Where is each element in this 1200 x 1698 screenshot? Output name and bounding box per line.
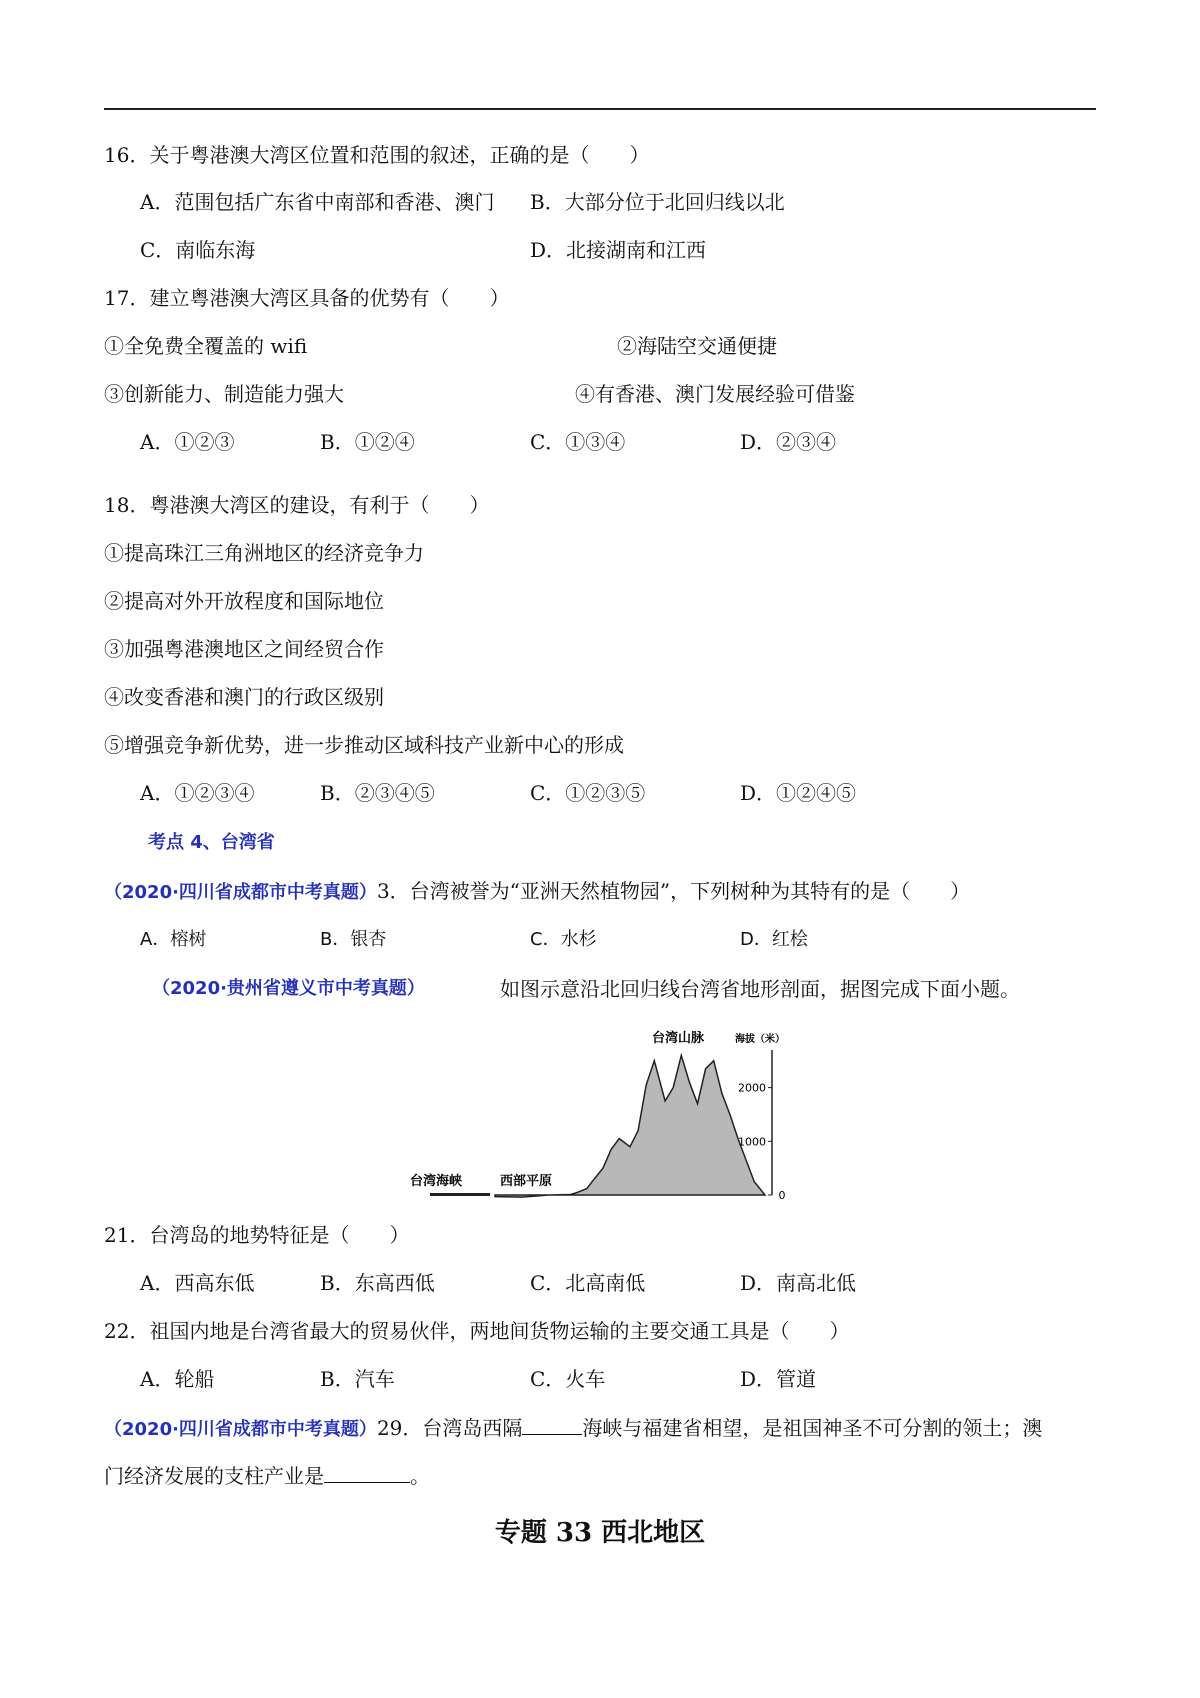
q29-blank-2 [324, 1462, 410, 1483]
q29-line2-text: 门经济发展的支柱产业是 [104, 1464, 324, 1488]
q3-source: （2020·四川省成都市中考真题） [104, 882, 377, 903]
q29-part1: 29．台湾岛西隔 [376, 1416, 523, 1440]
q3-option-c: C．水杉 [530, 929, 597, 950]
q16-option-b: B．大部分位于北回归线以北 [530, 190, 785, 214]
ylabel: 海拔（米） [735, 1034, 785, 1045]
terrain-profile-chart [400, 1020, 790, 1210]
q18-option-b: B．②③④⑤ [320, 781, 435, 805]
q3-option-b: B．银杏 [320, 929, 387, 950]
q29-source: （2020·四川省成都市中考真题） [104, 1419, 377, 1440]
q17-statement-4: ④有香港、澳门发展经验可借鉴 [575, 382, 855, 406]
q22-option-c: C．火车 [530, 1367, 606, 1391]
header-rule [104, 108, 1096, 110]
q18-statement-1: ①提高珠江三角洲地区的经济竞争力 [104, 541, 424, 565]
q21-option-c: C．北高南低 [530, 1271, 646, 1295]
q21-stem: 21．台湾岛的地势特征是（ ） [104, 1223, 410, 1247]
y-tick-2000: 2000 [738, 1081, 766, 1095]
q22-option-d: D．管道 [740, 1367, 817, 1391]
q17-stem: 17．建立粤港澳大湾区具备的优势有（ ） [104, 286, 510, 310]
q16-stem: 16．关于粤港澳大湾区位置和范围的叙述，正确的是（ ） [104, 143, 650, 167]
q18-option-c: C．①②③⑤ [530, 781, 646, 805]
q16-option-c: C．南临东海 [140, 238, 256, 262]
q18-statement-4: ④改变香港和澳门的行政区级别 [104, 685, 384, 709]
q3-stem: 3．台湾被誉为“亚洲天然植物园”，下列树种为其特有的是（ ） [376, 879, 971, 903]
y-tick-0: 0 [778, 1189, 786, 1202]
q18-option-a: A．①②③④ [140, 781, 255, 805]
q18-statement-2: ②提高对外开放程度和国际地位 [104, 589, 384, 613]
q29-line-1 [104, 1414, 1042, 1444]
intro-source: （2020·贵州省遵义市中考真题） [152, 978, 425, 999]
q17-statement-1: ①全免费全覆盖的 wifi [104, 334, 308, 358]
q3-option-d: D．红桧 [740, 929, 808, 950]
q17-option-b: B．①②④ [320, 430, 415, 454]
q17-option-a: A．①②③ [140, 430, 235, 454]
q16-option-d: D．北接湖南和江西 [530, 238, 707, 262]
q18-stem: 18．粤港澳大湾区的建设，有利于（ ） [104, 493, 490, 517]
q21-option-d: D．南高北低 [740, 1271, 857, 1295]
q21-option-b: B．东高西低 [320, 1271, 435, 1295]
q17-option-c: C．①③④ [530, 430, 626, 454]
q17-option-d: D．②③④ [740, 430, 837, 454]
q22-option-b: B．汽车 [320, 1367, 395, 1391]
label-taiwan-mountains: 台湾山脉 [652, 1031, 705, 1046]
section-heading: 考点 4、台湾省 [148, 832, 275, 853]
q29-blank-1 [522, 1414, 582, 1435]
q18-option-d: D．①②④⑤ [740, 781, 857, 805]
q17-statement-3: ③创新能力、制造能力强大 [104, 382, 344, 406]
label-western-plain: 西部平原 [500, 1174, 553, 1189]
y-tick-1000: 1000 [738, 1135, 766, 1149]
q17-statement-2: ②海陆空交通便捷 [617, 334, 777, 358]
q3-line [104, 877, 970, 907]
q29-end: 。 [410, 1464, 430, 1488]
q18-statement-3: ③加强粤港澳地区之间经贸合作 [104, 637, 384, 661]
q21-option-a: A．西高东低 [140, 1271, 255, 1295]
q29-part2: 海峡与福建省相望，是祖国神圣不可分割的领土；澳 [582, 1416, 1043, 1440]
q22-option-a: A．轮船 [140, 1367, 215, 1391]
topic-title: 专题 33 西北地区 [494, 1518, 706, 1548]
q22-stem: 22．祖国内地是台湾省最大的贸易伙伴，两地间货物运输的主要交通工具是（ ） [104, 1319, 850, 1343]
q18-statement-5: ⑤增强竞争新优势，进一步推动区域科技产业新中心的形成 [104, 733, 624, 757]
label-taiwan-strait: 台湾海峡 [410, 1174, 463, 1189]
q3-option-a: A．榕树 [140, 929, 207, 950]
sea-bar [430, 1193, 490, 1196]
intro-text: 如图示意沿北回归线台湾省地形剖面，据图完成下面小题。 [500, 977, 1020, 1001]
q29-line-2 [104, 1462, 430, 1490]
q16-option-a: A．范围包括广东省中南部和香港、澳门 [140, 190, 495, 214]
